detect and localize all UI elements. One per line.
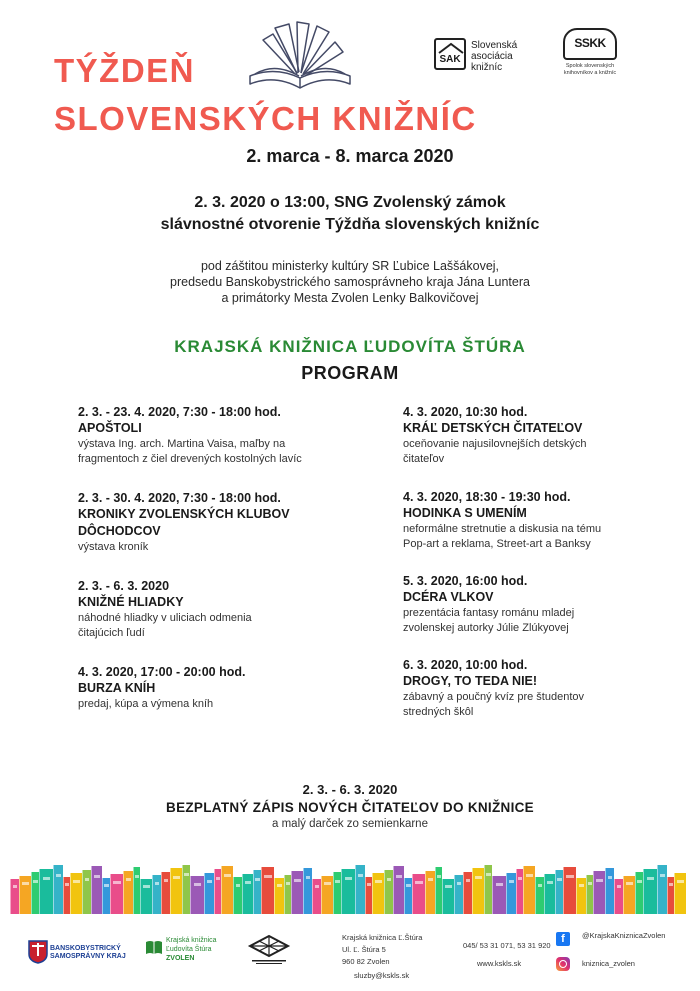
book-spine [233,877,242,914]
sak-name [471,40,517,73]
event-title: KNIŽNÉ HLIADKY [78,595,184,609]
event-desc: neformálne stretnutie a diskusia na tému [403,523,602,535]
event-desc: zábavný a poučný kvíz pre študentov [403,691,584,703]
registration-title: BEZPLATNÝ ZÁPIS NOVÝCH ČITATEĽOV DO KNIŽNICE [166,800,534,815]
kkls-name-2: Ľudovíta Štúra [166,946,212,953]
book-spine [593,871,605,914]
book-spine [435,867,442,914]
book-spine [321,876,333,915]
title-line-1: TÝŽDEŇ [54,52,195,89]
event-burza-knih [78,664,368,712]
book-spine [204,873,214,915]
open-book-icon [245,18,355,96]
book-spine [284,875,291,915]
address-line-2: Ul. Ľ. Štúra 5 [342,945,386,954]
event-desc: oceňovanie najusilovnejších detských [403,438,587,450]
books-shelf-decoration [10,864,690,914]
book-spine [253,870,261,914]
event-date-range: 2. marca - 8. marca 2020 [246,146,454,166]
book-spine [614,879,623,914]
book-spine [506,873,516,915]
book-spine [563,867,576,915]
book-spine [365,877,372,915]
sskk-name-1: Spolok slovenských [565,63,615,69]
book-spine [442,879,454,915]
event-time: 2. 3. - 23. 4. 2020, 7:30 - 18:00 hod. [78,405,281,419]
book-spine [535,877,544,914]
address-block [342,932,422,968]
patronage-line-1: pod záštitou ministerky kultúry SR Ľubice Laššákovej, [200,259,500,273]
book-spine [643,869,657,915]
event-desc: čitajúcich ľudí [78,627,145,639]
kkls-logo [166,936,217,963]
book-spine [372,873,384,914]
sak-name-3: knižníc [471,62,503,73]
book-spine [123,871,133,915]
event-desc: výstava Ing. arch. Martina Vaisa, maľby na [78,438,286,450]
book-spine [91,866,102,914]
book-spine [133,867,140,914]
book-spine [140,879,152,915]
event-time: 2. 3. - 6. 3. 2020 [78,579,170,593]
event-desc: čitateľov [403,453,445,465]
book-spine [523,866,535,915]
book-spine [492,876,506,914]
event-title: DROGY, TO TEDA NIE! [403,674,538,688]
book-spine [312,879,321,914]
registration-gift: a malý darček zo semienkarne [272,818,428,830]
bbsk-name-1: BANSKOBYSTRICKÝ [50,945,121,952]
sak-logo-text: SAK [439,54,461,65]
book-spine [161,872,170,915]
book-spine [291,871,303,914]
event-title: KRONIKY ZVOLENSKÝCH KLUBOV [78,507,290,521]
patronage-line-3: a primátorky Mesta Zvolen Lenky Balkovičovej [221,291,479,305]
sak-name-2: asociácia [471,51,513,62]
book-spine [576,878,586,914]
book-spine [333,872,341,914]
website-link[interactable]: www.kskls.sk [477,959,522,968]
address-line-3: 960 82 Zvolen [342,957,390,966]
instagram-icon[interactable] [556,957,570,971]
book-spine [31,872,39,914]
book-spine [182,865,190,915]
book-spine [516,869,523,914]
event-desc: Pop-art a reklama, Street-art a Banksy [403,538,591,550]
partner-emblem-icon [244,932,294,966]
book-spine [53,865,63,914]
event-kral-citatelov [403,404,693,467]
event-desc: zvolenskej autorky Júlie Zlúkyovej [403,622,569,634]
event-hodinka-s-umenim [403,489,693,552]
book-spine [674,873,686,914]
event-title: HODINKA S UMENÍM [403,506,527,520]
event-title: KRÁĽ DETSKÝCH ČITATEĽOV [403,421,583,435]
sskk-name [560,63,620,77]
event-desc: prezentácia fantasy románu mladej [403,607,575,619]
sak-name-1: Slovenská [471,40,518,51]
sskk-logo-text: SSKK [574,36,606,50]
kkls-name-1: Krajská knižnica [166,937,217,944]
sskk-name-2: knihovníkov a knižníc [563,70,617,76]
book-spine [221,866,233,915]
sak-logo [434,38,466,70]
phone-number: 045/ 53 31 071, 53 31 920 [463,941,551,950]
book-spine [82,870,91,915]
program-heading: PROGRAM [301,363,399,383]
title-line-2: SLOVENSKÝCH KNIŽNÍC [54,100,477,137]
email-link[interactable]: sluzby@kskls.sk [354,971,410,980]
event-time: 6. 3. 2020, 10:00 hod. [403,658,528,672]
opening-line-2: slávnostné otvorenie Týždňa slovenských knižníc [160,216,540,233]
book-spine [605,868,614,915]
event-desc: stredných škôl [403,706,474,718]
book-spine [586,875,593,915]
book-spine [484,865,492,915]
bbsk-crest-icon [28,940,48,964]
event-drogy [403,657,693,720]
book-spine [544,874,555,915]
book-spine [19,876,31,915]
book-spine [393,866,404,914]
book-spine [623,876,635,915]
book-spine [63,877,70,915]
book-spine [657,865,667,914]
sskk-logo [563,28,617,60]
event-title: APOŠTOLI [78,421,142,435]
opening-line-1: 2. 3. 2020 o 13:00, SNG Zvolenský zámok [194,194,506,211]
event-knizne-hliadky [78,578,368,641]
bbsk-name-2: SAMOSPRÁVNY KRAJ [50,953,126,960]
book-spine [425,871,435,915]
instagram-handle[interactable]: kniznica_zvolen [582,959,635,968]
event-desc: výstava kroník [78,541,149,553]
event-time: 4. 3. 2020, 17:00 - 20:00 hod. [78,665,246,679]
book-spine [170,868,182,914]
book-spine [463,872,472,915]
book-spine [102,878,110,915]
book-spine [555,870,563,914]
book-spine [261,867,274,915]
book-spine [214,869,221,914]
event-title: BURZA KNÍH [78,681,156,695]
address-line-1: Krajská knižnica Ľ.Štúra [342,933,423,942]
book-spine [242,874,253,915]
event-dcera-vlkov [403,573,693,636]
registration-date: 2. 3. - 6. 3. 2020 [302,782,398,797]
event-time: 4. 3. 2020, 10:30 hod. [403,405,528,419]
event-title: DCÉRA VLKOV [403,590,494,604]
book-spine [39,869,53,915]
facebook-icon[interactable]: f [556,932,570,946]
event-title-2: DÔCHODCOV [78,524,161,538]
book-spine [152,875,161,914]
bbsk-logo [50,945,126,961]
book-spine [384,870,393,915]
book-spine [412,874,425,914]
book-spine [667,877,674,915]
book-spine [190,876,204,914]
event-time: 5. 3. 2020, 16:00 hod. [403,574,528,588]
patronage-line-2: predsedu Banskobystrického samosprávneho kraja Jána Luntera [170,275,530,289]
facebook-handle[interactable]: @KrajskaKniznicaZvolen [582,931,666,940]
event-desc: fragmentoch z čiel drevených kostolných lavíc [78,453,302,465]
book-spine [303,868,312,915]
book-spine [355,865,365,914]
book-spine [454,875,463,914]
kkls-book-icon [145,938,163,956]
book-spine [274,878,284,914]
event-kroniky [78,490,368,555]
book-spine [404,878,412,915]
book-spine [110,874,123,914]
event-time: 4. 3. 2020, 18:30 - 19:30 hod. [403,490,571,504]
book-spine [472,868,484,914]
event-desc: náhodné hliadky v uliciach odmenia [78,612,252,624]
book-spine [635,872,643,914]
kkls-name-3: ZVOLEN [166,955,195,962]
event-apostoli [78,404,368,467]
event-desc: predaj, kúpa a výmena kníh [78,698,214,710]
book-spine [341,869,355,915]
book-spine [70,873,82,914]
event-time: 2. 3. - 30. 4. 2020, 7:30 - 18:00 hod. [78,491,281,505]
book-spine [10,879,19,914]
library-name: KRAJSKÁ KNIŽNICA ĽUDOVÍTA ŠTÚRA [174,337,526,356]
